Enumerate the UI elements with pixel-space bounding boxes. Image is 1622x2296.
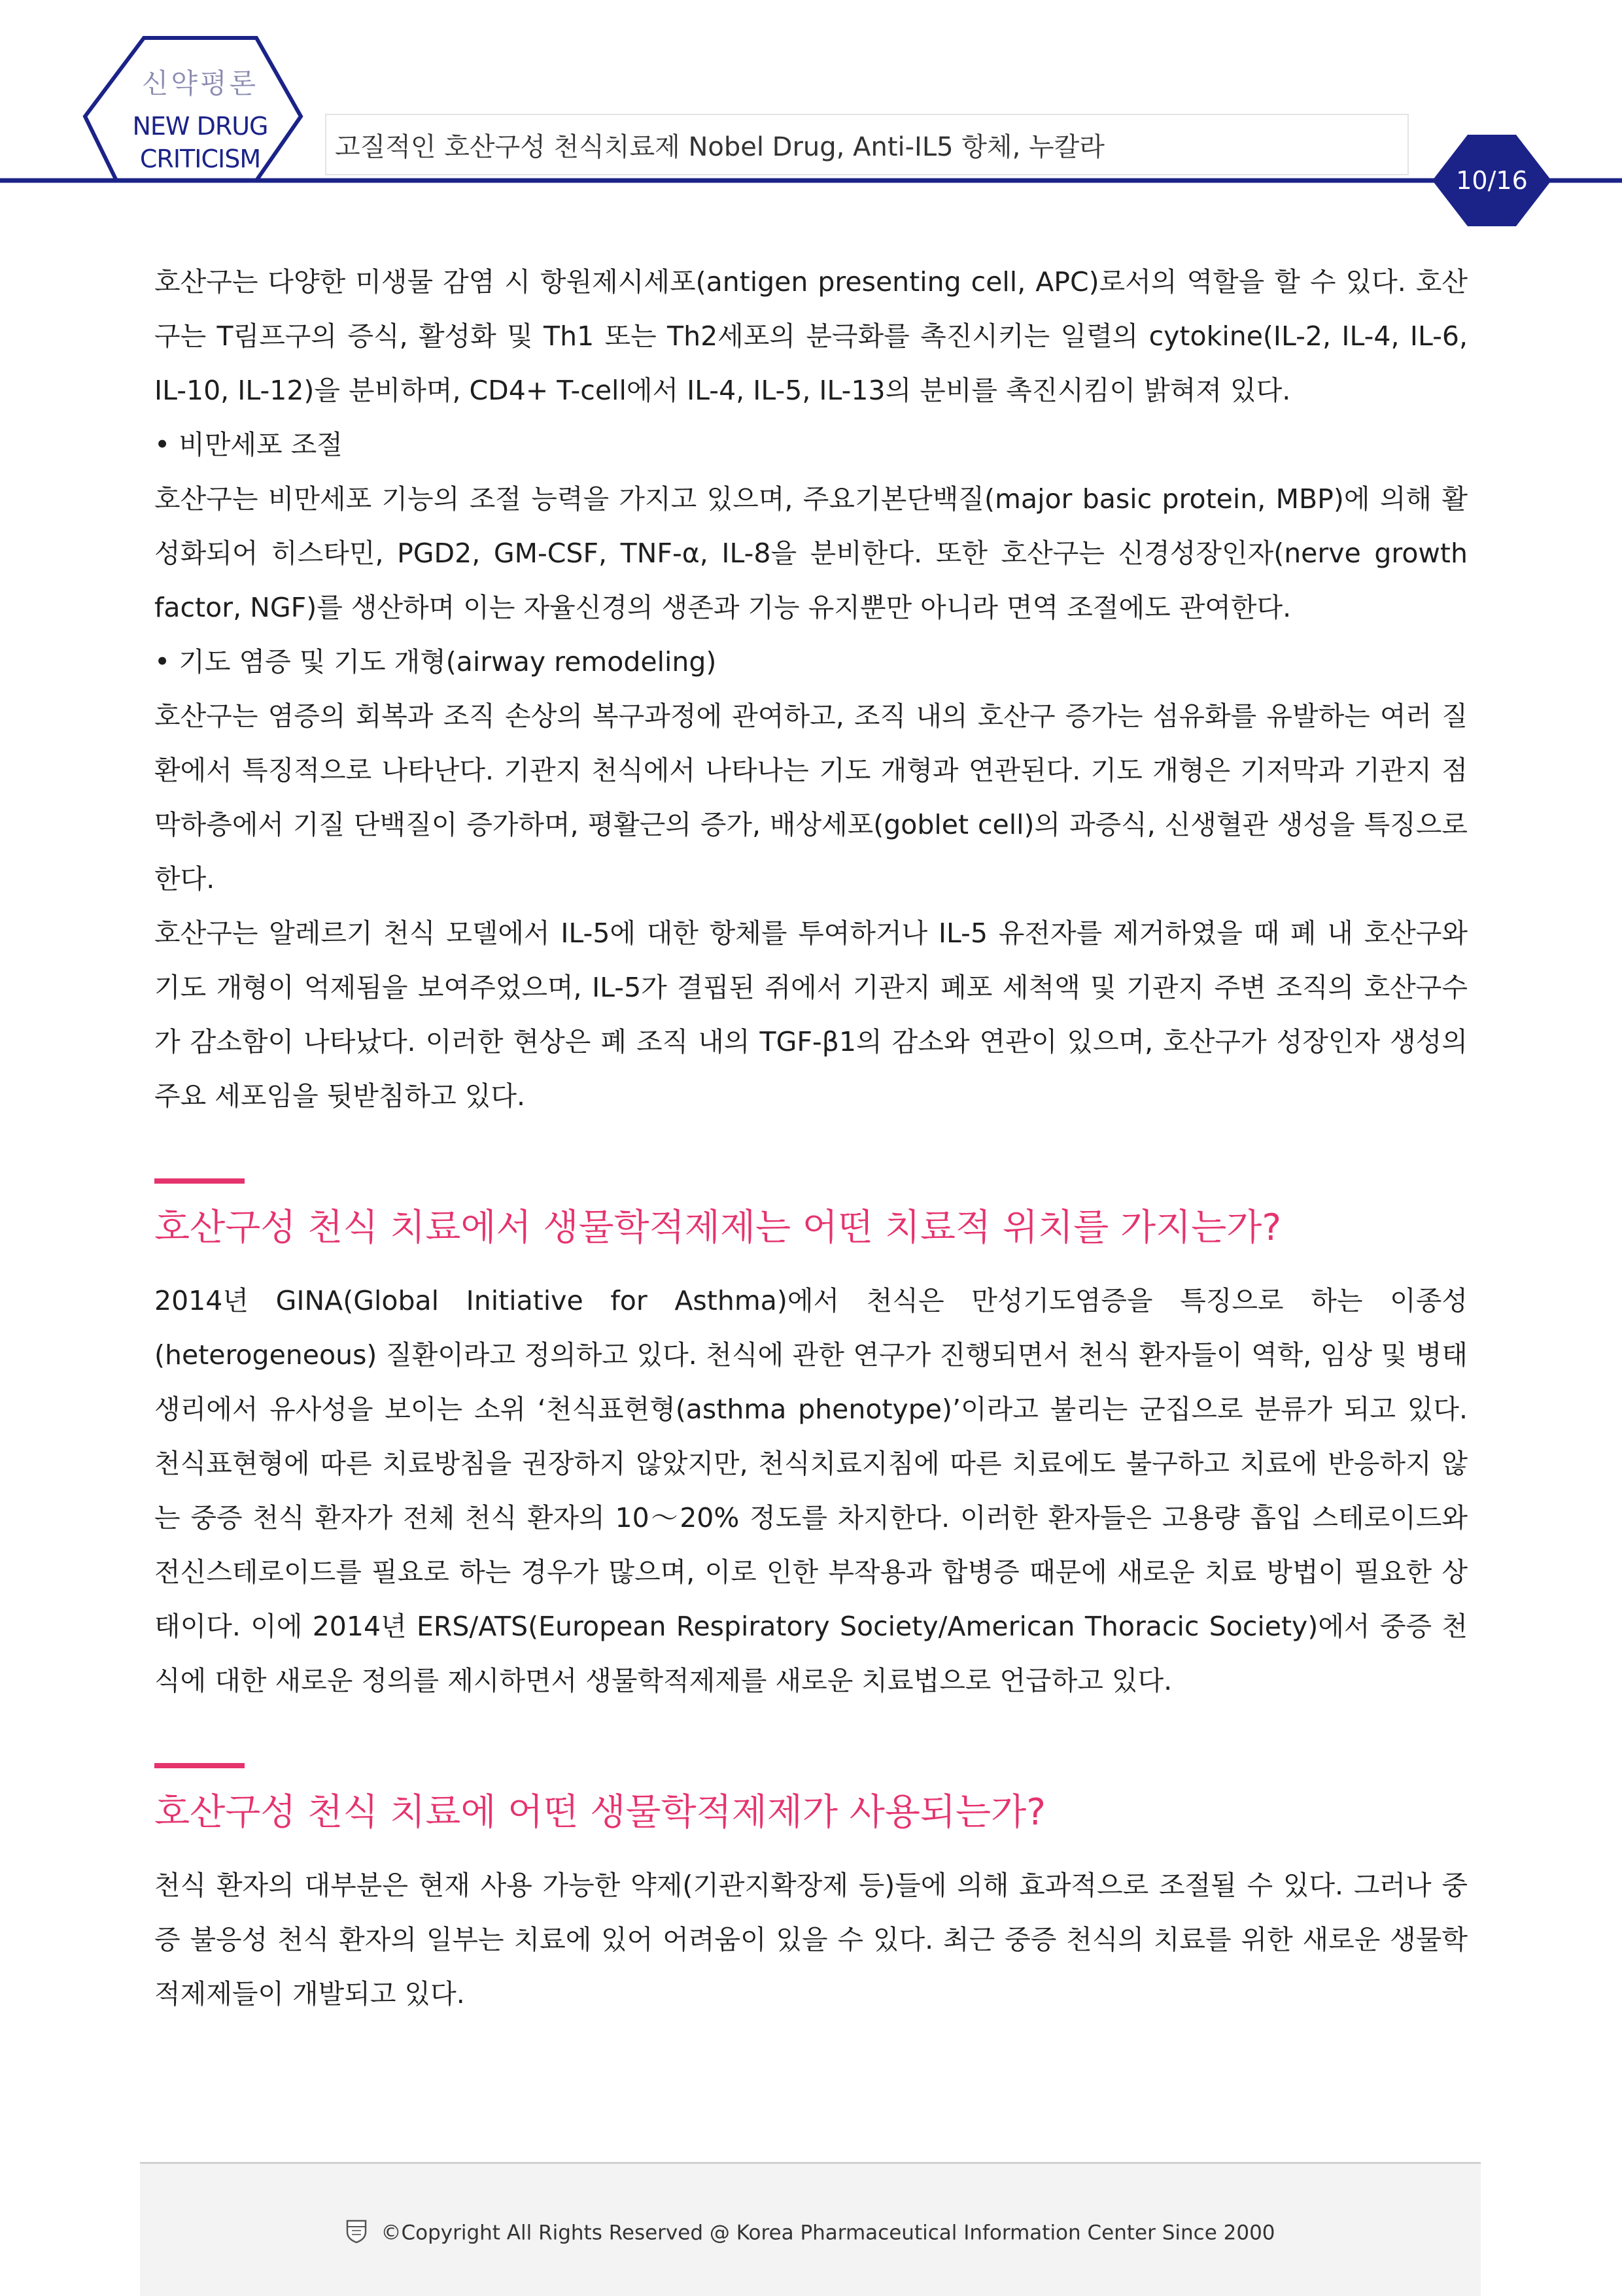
paragraph: 호산구는 염증의 회복과 조직 손상의 복구과정에 관여하고, 조직 내의 호산구 증가는 섬유화를 유발하는 여러 질환에서 특징적으로 나타난다. 기관지 천식에서 나타나는 기도 개형과 연관된다. 기도 개형은 기저막과 기관지 점막하층에서 기질 단백질이 증가하며, 평활근의 증가, 배상세포(goblet cell)의 과증식, 신생혈관 생성을 특징으로 한다. [154,700,1468,895]
section-accent-bar [154,1763,245,1768]
section-title: 호산구성 천식 치료에 어떤 생물학적제제가 사용되는가? [154,1791,1046,1834]
shield-icon [345,2219,368,2249]
page-number: 10/16 [1456,166,1528,195]
main-content [154,255,1468,2021]
footer-line [140,2219,1481,2249]
copyright-text: ©Copyright All Rights Reserved @ Korea Pharmaceutical Information Center Since 2000 [381,2221,1275,2245]
bullet-heading-airway: • 기도 염증 및 기도 개형(airway remodeling) [154,646,717,677]
paragraph: 천식 환자의 대부분은 현재 사용 가능한 약제(기관지확장제 등)들에 의해 효과적으로 조절될 수 있다. 그러나 중증 불응성 천식 환자의 일부는 치료에 있어 어려움이 있을 수 있다. 최근 중증 천식의 치료를 위한 새로운 생물학적제제들이 개발되고 있다. [154,1870,1468,2010]
paragraph: 호산구는 비만세포 기능의 조절 능력을 가지고 있으며, 주요기본단백질(major basic protein, MBP)에 의해 활성화되어 히스타민, PGD2, GM-CSF, TNF-α, IL-8을 분비한다. 또한 호산구는 신경성장인자(nerve growth factor, NGF)를 생산하며 이는 자율신경의 생존과 기능 유지뿐만 아니라 면역 조절에도 관여한다. [154,483,1468,623]
bullet-heading-mast-cell: • 비만세포 조절 [154,429,343,460]
section-biologics-used [154,1763,1468,2021]
logo-line-2: CRITICISM [139,145,261,173]
section-accent-bar [154,1178,245,1184]
header-title: 고질적인 호산구성 천식치료제 Nobel Drug, Anti-IL5 항체, 누칼라 [335,132,1105,162]
logo-korean: 신약평론 [141,67,259,99]
section-title: 호산구성 천식 치료에서 생물학적제제는 어떤 치료적 위치를 가지는가? [154,1207,1282,1249]
logo-line-1: NEW DRUG [132,112,268,141]
page-header [0,0,1622,235]
logo-english [103,110,297,175]
paragraph: 호산구는 알레르기 천식 모델에서 IL-5에 대한 항체를 투여하거나 IL-5 유전자를 제거하였을 때 폐 내 호산구와 기도 개형이 억제됨을 보여주었으며, IL-5가 결핍된 쥐에서 기관지 폐포 세척액 및 기관지 주변 조직의 호산구수가 감소함이 나타났다. 이러한 현상은 폐 조직 내의 TGF-β1의 감소와 연관이 있으며, 호산구가 성장인자 생성의 주요 세포임을 뒷받침하고 있다. [154,917,1468,1112]
page-footer [140,2162,1481,2296]
paragraph: 호산구는 다양한 미생물 감염 시 항원제시세포(antigen presenting cell, APC)로서의 역할을 할 수 있다. 호산구는 T림프구의 증식, 활성화 및 Th1 또는 Th2세포의 분극화를 촉진시키는 일렬의 cytokine(IL-2, IL-4, IL-6, IL-10, IL-12)을 분비하며, CD4+ T-cell에서 IL-4, IL-5, IL-13의 분비를 촉진시킴이 밝혀져 있다. [154,266,1468,406]
section-therapeutic-position [154,1178,1468,1708]
paragraph: 2014년 GINA(Global Initiative for Asthma)에서 천식은 만성기도염증을 특징으로 하는 이종성(heterogeneous) 질환이라고 정의하고 있다. 천식에 관한 연구가 진행되면서 천식 환자들이 역학, 임상 및 병태생리에서 유사성을 보이는 소위 ‘천식표현형(asthma phenotype)’이라고 불리는 군집으로 분류가 되고 있다. 천식표현형에 따른 치료방침을 권장하지 않았지만, 천식치료지침에 따른 치료에도 불구하고 치료에 반응하지 않는 중증 천식 환자가 전체 천식 환자의 10～20% 정도를 차지한다. 이러한 환자들은 고용량 흡입 스테로이드와 전신스테로이드를 필요로 하는 경우가 많으며, 이로 인한 부작용과 합병증 때문에 새로운 치료 방법이 필요한 상태이다. 이에 2014년 ERS/ATS(European Respiratory Society/American Thoracic Society)에서 중증 천식에 대한 새로운 정의를 제시하면서 생물학적제제를 새로운 치료법으로 언급하고 있다. [154,1285,1468,1696]
